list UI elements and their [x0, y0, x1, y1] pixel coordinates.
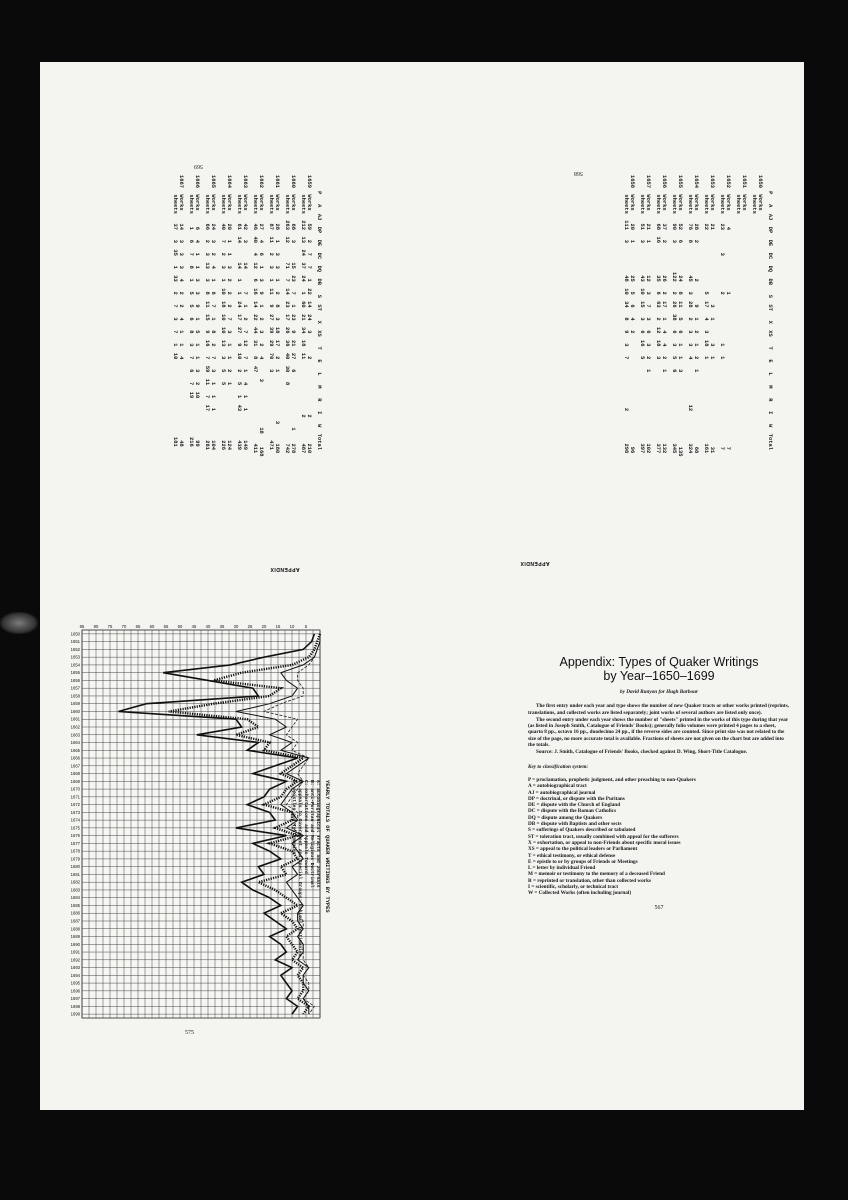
table-row: sheets 76 8 45 3 28 2 3 3 4 12 324	[687, 175, 693, 454]
year-tick-label: 1676	[70, 833, 80, 839]
value-tick-label: 55	[163, 624, 169, 629]
appendix-label-568: APPENDIX	[520, 560, 550, 566]
value-tick-label: 35	[219, 624, 225, 629]
year-tick-label: 1672	[70, 802, 80, 808]
table-row: sheets 23 3 2 1 1 7	[719, 175, 725, 450]
key-list	[528, 777, 790, 897]
year-tick-label: 1683	[70, 887, 80, 893]
year-tick-label: 1693	[70, 965, 80, 971]
table-row: 1652 Works 4 1 7	[725, 175, 731, 450]
year-tick-label: 1674	[70, 817, 80, 823]
chart-title: YEARLY TOTALS OF QUAKER WRITINGS BY TYPES	[324, 780, 330, 913]
paragraph-2: The second entry under each year shows the number of "sheets" printed in the works of this type during that year (as listed in Joseph Smith, Catalogue of Friends' Books); generally folio volumes were printed 4 pages to a sheet, quarto 8 pp., octavo 16 pp., duodecimo 24 pp., if the reverse sides are counted. Since print size was not related to the size of the page, no more accurate total is available. Fractions of sheets are not given on the chart but are added into the totals.	[528, 716, 789, 749]
year-tick-label: 1661	[70, 716, 80, 722]
year-tick-label: 1671	[70, 794, 80, 800]
year-tick-label: 1654	[70, 662, 80, 668]
year-tick-label: 1698	[70, 1003, 80, 1009]
value-tick-label: 25	[247, 624, 253, 629]
table-568-block	[623, 175, 773, 555]
year-tick-label: 1669	[70, 778, 80, 784]
year-tick-label: 1656	[70, 677, 80, 683]
scan-smudge	[0, 612, 38, 634]
table-row: sheets 22 5 17 4 3 18 1 161	[703, 175, 709, 454]
key-item: DQ = dispute among the Quakers	[528, 814, 603, 821]
year-tick-label: 1659	[70, 701, 80, 707]
year-tick-label: 1668	[70, 771, 80, 777]
value-tick-label: 10	[289, 624, 295, 629]
year-tick-label: 1658	[70, 693, 80, 699]
legend-entry: A: autobiographical Tracts and Journals	[315, 780, 320, 888]
table-row: sheets 1 6 7 8 1 5 5 6 8 3 7 6 7 19 216	[188, 175, 194, 447]
year-tick-label: 1652	[70, 646, 80, 652]
year-tick-label: 1666	[70, 755, 80, 761]
year-tick-label: 1689	[70, 934, 80, 940]
value-tick-label: 70	[121, 624, 127, 629]
table-row: sheets 90 3 122 2 26 38 6 3 5 6 345	[671, 175, 677, 454]
table-row: sheets 51 3 43 10 15 3 6 16 5 397	[639, 175, 645, 454]
table-row: 1662 Works 27 4 6 1 3 9 1 2 3 2 4 3 18 168	[258, 175, 264, 457]
table-row: sheets 87 11 2 3 1 11 9 27 39 29 70 3 471	[268, 175, 274, 450]
year-tick-label: 1680	[70, 864, 80, 870]
key-item: I = scientific, scholarly, or technical tract	[528, 884, 619, 891]
legend-entry: E: epistles and Testimonies	[291, 780, 296, 855]
year-tick-label: 1673	[70, 809, 80, 815]
key-item: DE = dispute with the Church of England	[528, 802, 621, 809]
year-tick-label: 1663	[70, 732, 80, 738]
source-note: Source: J. Smith, Catalogue of Friends' Books, checked against D. Wing, Short-Title Catalogue.	[536, 749, 748, 756]
appendix-title-line2: by Year–1650–1699	[603, 669, 715, 683]
table-row: 1658 Works 20 1 25 5 6 4 2 96	[629, 175, 635, 454]
table-row: 1663 Works 42 3 14 7 1 2 7 12 7 1 4 1 1 149	[242, 175, 248, 450]
year-tick-label: 1653	[70, 654, 80, 660]
table-row: sheets 37 3 35 1 33 2 7 3 7 1 10 181	[172, 175, 178, 447]
table-row: sheets 68 16 35 6 63 2 12 18 3 377	[655, 175, 661, 454]
year-tick-label: 1657	[70, 685, 80, 691]
table-row: sheets 40 7 2 3 1 10 18 10 10 13 3 5 5 226	[220, 175, 226, 450]
key-item: L = letter by individual Friend	[528, 865, 596, 872]
year-tick-label: 1688	[70, 926, 80, 932]
table-row: sheets 61 14 14 1 1 24 17 27 9 10 2 5 1 43 439	[236, 175, 242, 450]
legend-entry: C: exhortations and Appeals Toward	[303, 780, 308, 874]
table-row: 1656 Works 37 2 26 2 17 1 4 4 2 1 132	[661, 175, 667, 454]
value-tick-label: 30	[233, 624, 239, 629]
key-item: DB = dispute with Baptists and other sects	[528, 821, 622, 828]
byline: by David Runyon for Hugh Barbour	[620, 689, 698, 695]
value-tick-label: 40	[205, 624, 211, 629]
year-tick-label: 1678	[70, 848, 80, 854]
year-tick-label: 1677	[70, 840, 80, 846]
year-tick-label: 1655	[70, 670, 80, 676]
year-tick-label: 1690	[70, 941, 80, 947]
line-chart	[56, 620, 326, 1024]
value-tick-label: 45	[191, 624, 197, 629]
page-number-568: 568	[574, 170, 583, 176]
key-item: E = epistle to or by groups of Friends or Meetings	[528, 858, 638, 865]
key-item: P = proclamation, prophetic judgment, and other preaching to non-Quakers	[528, 776, 696, 783]
legend-entry: B: anti-Puritan and Religious Doctrinal	[309, 780, 314, 888]
year-tick-label: 1675	[70, 825, 80, 831]
table-row: sheets	[751, 175, 757, 214]
year-tick-label: 1697	[70, 996, 80, 1002]
chart-legend	[290, 780, 330, 980]
page-number-567: 567	[654, 904, 664, 911]
legend-entry: D: appeals to Government and Special Groups: Ethical Testimonies	[297, 780, 302, 957]
value-tick-label: 80	[93, 624, 99, 629]
table-row: 1654 Works 28 2 2 9 1 2 1 2 1 68	[693, 175, 699, 454]
table-row: 1653 Works 21 3 1 3 1 31	[709, 175, 715, 454]
year-tick-label: 1692	[70, 957, 80, 963]
value-tick-label: 75	[107, 624, 113, 629]
table-row: sheets 212 13 24 37 24 1 60 21 34 18 11 2 487	[300, 175, 306, 454]
year-tick-label: 1685	[70, 902, 80, 908]
appendix-intro	[528, 655, 790, 911]
year-tick-label: 1681	[70, 871, 80, 877]
key-item: ST = toleration tract, usually combined with appeal for the sufferers	[528, 833, 679, 840]
value-tick-label: 20	[261, 624, 267, 629]
table-row: 1651 Works	[741, 175, 747, 211]
table-row: 1666 Works 6 4 1 1 3 3 9 1 5 1 1 3 2 10 99	[194, 175, 200, 447]
year-tick-label: 1667	[70, 763, 80, 769]
page-number-569: 569	[194, 163, 203, 169]
table-row: 1664 Works 20 1 1 3 2 2 2 7 3 1 1 2 1 124	[226, 175, 232, 450]
table-row: 1661 Works 28 1 3 3 1 2 8 3 18 17 2 1 3 180	[274, 175, 280, 454]
chart-575	[56, 620, 326, 1024]
value-tick-label: 5	[304, 624, 308, 629]
year-tick-label: 1694	[70, 972, 80, 978]
table-569-block	[172, 175, 322, 555]
year-tick-label: 1682	[70, 879, 80, 885]
key-item: W = Collected Works (often including journal)	[528, 890, 632, 897]
year-tick-label: 1699	[70, 1011, 80, 1017]
key-item: X = exhortation, or appeal to non-Friends about specific moral issues	[528, 839, 681, 846]
year-tick-label: 1650	[70, 631, 80, 637]
table-row: 1659 Works 59 2 7 7 1 22 14 24 3 2 2 210	[306, 175, 312, 454]
table-row: 1655 Works 52 6 24 8 11 5 6 1 1 3 135	[677, 175, 683, 457]
value-tick-label: 60	[149, 624, 155, 629]
value-tick-label: 85	[79, 624, 85, 629]
table-568-header: P A AJ DP DE DC DQ DB S ST X XS T E L M R I W Total	[767, 175, 773, 450]
year-tick-label: 1687	[70, 918, 80, 924]
year-tick-label: 1679	[70, 856, 80, 862]
key-item: XS = appeal to the political leaders or Parliament	[528, 846, 638, 853]
value-tick-label: 65	[135, 624, 141, 629]
year-tick-label: 1660	[70, 708, 80, 714]
key-item: DC = dispute with the Roman Catholics	[528, 808, 616, 815]
page-number-575: 575	[185, 1030, 194, 1036]
appendix-title-line1: Appendix: Types of Quaker Writings	[559, 655, 759, 669]
year-tick-label: 1665	[70, 747, 80, 753]
table-569-header: P A AJ DP DE DC DQ DB S ST X XS T E L M R I W Total	[316, 175, 322, 450]
year-tick-label: 1695	[70, 980, 80, 986]
year-tick-label: 1686	[70, 910, 80, 916]
table-row: 1660 Works 68 3 15 23 7 1 23 9 21 27 6 1 278	[290, 175, 296, 454]
table-row: 1667 Works 14 3 3 3 4 2 2 4 1 1 4 48	[178, 175, 184, 447]
key-item: T = ethical testimony, or ethical defense	[528, 852, 616, 859]
key-item: S = sufferings of Quakers described or tabulated	[528, 827, 636, 834]
year-tick-label: 1664	[70, 740, 80, 746]
table-row: 1665 Works 24 3 2 4 1 6 7 1 8 2 7 3 1 1 1 104	[210, 175, 216, 450]
key-heading: Key to classification system:	[528, 763, 589, 770]
table-row: sheets 66 2 3 13 3 8 11 15 9 16 7 59 11 7 17 261	[204, 175, 210, 450]
key-item: DP = doctrinal, or dispute with the Puritans	[528, 795, 625, 802]
value-tick-label: 50	[177, 624, 183, 629]
table-row: sheets 263 12 71 7 14 23 17 26 36 40 30 8 742	[284, 175, 290, 454]
table-row: sheets 46 40 4 12 6 16 14 22 44 31 8 47 411	[252, 175, 258, 454]
table-row: sheets 111 3 48 10 34 8 9 3 7 2 298	[623, 175, 629, 454]
key-item: A = autobiographical tract	[528, 783, 587, 790]
paragraph-1: The first entry under each year and type shows the number of new Quaker tracts or other works printed (reprints, translations, and collected works are listed separately; joint works of several authors are listed only once).	[528, 703, 789, 716]
year-tick-label: 1696	[70, 988, 80, 994]
table-row: 1650 Works	[757, 175, 763, 211]
year-tick-label: 1662	[70, 724, 80, 730]
table-row: sheets	[735, 175, 741, 214]
year-tick-label: 1651	[70, 639, 80, 645]
key-item: M = memoir or testimony to the memory of a deceased Friend	[528, 871, 665, 878]
year-tick-label: 1670	[70, 786, 80, 792]
appendix-title	[528, 655, 790, 683]
key-item: R = reprinted or translation, other than collected works	[528, 877, 651, 884]
appendix-label-569: APPENDIX	[270, 566, 300, 572]
year-tick-label: 1691	[70, 949, 80, 955]
table-row: 1657 Works 21 1 12 3 7 3 6 3 2 1 102	[645, 175, 651, 454]
year-tick-label: 1684	[70, 895, 80, 901]
value-tick-label: 15	[275, 624, 281, 629]
key-item: AJ = autobiographical journal	[528, 789, 596, 796]
